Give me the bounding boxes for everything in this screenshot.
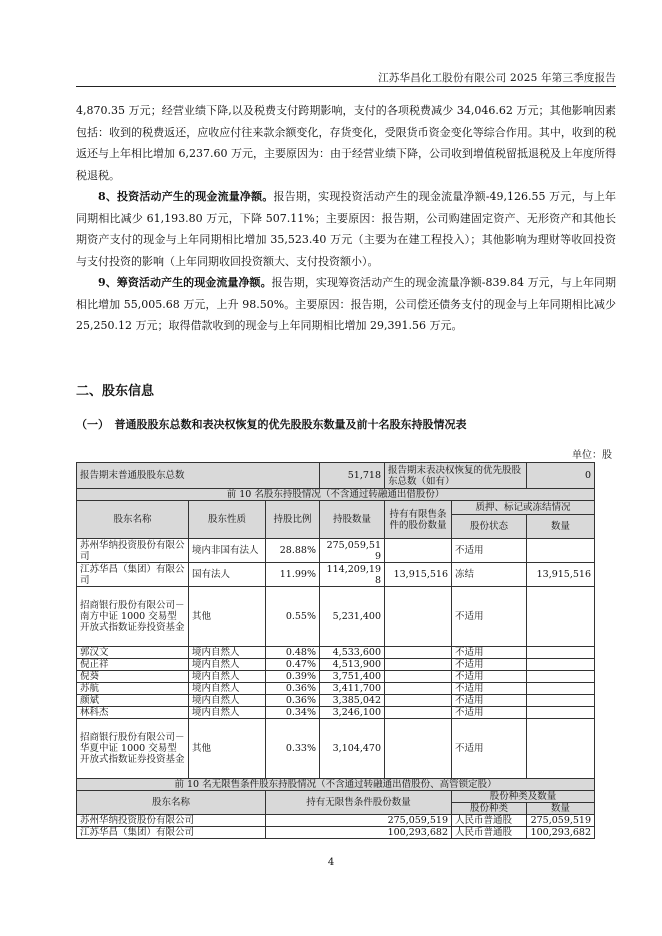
shareholder-nature: 国有法人: [189, 563, 266, 587]
summary-label-preferred: 报告期末表决权恢复的优先股股东总数（如有）: [385, 463, 527, 489]
restricted-shares: [385, 719, 452, 779]
paragraph-operating-cash: 4,870.35 万元；经营业绩下降,以及税费支付跨期影响，支付的各项税费减少 34,046.62 万元；其他影响因素包括：收到的税费返还，应收应付往来款余额变化，存货变化，受限货币资金变化等综合作用。其中，收到的税返还与上年相比增加 6,237.60 万元，主要原因为：由于经营业绩下降，公司收到增值税留抵退税及上年度所得税退税。: [76, 104, 616, 182]
table-row: [77, 563, 595, 587]
shareholder-name: 苏州华纳投资股份有限公司: [77, 539, 189, 563]
col-header-nature: 股东性质: [189, 501, 266, 539]
shareholding-quantity: 5,231,400: [320, 587, 385, 647]
table-row: [77, 671, 595, 683]
restricted-shares: [385, 671, 452, 683]
shareholder-nature: 境内自然人: [189, 659, 266, 671]
top10-title: 前 10 名股东持股情况（不含通过转融通出借股份）: [77, 489, 595, 501]
header-rule: [76, 86, 616, 87]
shareholding-ratio: 0.34%: [266, 707, 320, 719]
shareholder-nature: 其他: [189, 719, 266, 779]
table-row: [77, 707, 595, 719]
body-text: [76, 100, 616, 337]
unrestricted-share-kind: 人民币普通股: [452, 827, 527, 839]
shareholder-name: 林科杰: [77, 707, 189, 719]
col-header-ratio: 持股比例: [266, 501, 320, 539]
page-number: 4: [327, 857, 335, 868]
shareholder-table: [76, 462, 595, 839]
shareholder-name: 招商银行股份有限公司－南方中证 1000 交易型开放式指数证券投资基金: [77, 587, 189, 647]
unrestricted-title-row: [77, 779, 595, 791]
shareholding-ratio: 0.55%: [266, 587, 320, 647]
pledge-quantity: [527, 695, 595, 707]
shareholding-ratio: 0.47%: [266, 659, 320, 671]
restricted-shares: [385, 707, 452, 719]
restricted-shares: [385, 683, 452, 695]
share-status: 不适用: [452, 647, 527, 659]
shareholder-nature: 境内自然人: [189, 695, 266, 707]
restricted-shares: [385, 647, 452, 659]
top10-title-row: [77, 489, 595, 501]
shareholding-ratio: 28.88%: [266, 539, 320, 563]
summary-value-preferred: 0: [527, 463, 595, 489]
col-header-qty: 持股数量: [320, 501, 385, 539]
unrestricted-row: [77, 815, 595, 827]
restricted-shares: [385, 539, 452, 563]
pledge-quantity: 13,915,516: [527, 563, 595, 587]
shareholding-quantity: 3,104,470: [320, 719, 385, 779]
subsection-heading: （一） 普通股股东总数和表决权恢复的优先股股东数量及前十名股东持股情况表: [76, 418, 467, 431]
shareholding-quantity: 3,751,400: [320, 671, 385, 683]
table-row: [77, 695, 595, 707]
shareholding-ratio: 0.39%: [266, 671, 320, 683]
unrestricted-header-kind: 股份种类: [452, 803, 527, 815]
shareholding-ratio: 0.33%: [266, 719, 320, 779]
shareholder-nature: 境内自然人: [189, 707, 266, 719]
pledge-quantity: [527, 647, 595, 659]
share-status: 不适用: [452, 539, 527, 563]
section-heading: 二、股东信息: [76, 384, 155, 399]
shareholding-ratio: 11.99%: [266, 563, 320, 587]
shareholding-quantity: 275,059,519: [320, 539, 385, 563]
pledge-quantity: [527, 587, 595, 647]
share-status: 冻结: [452, 563, 527, 587]
table-row: [77, 659, 595, 671]
shareholder-name: 倪葵: [77, 671, 189, 683]
shareholder-name: 招商银行股份有限公司－华夏中证 1000 交易型开放式指数证券投资基金: [77, 719, 189, 779]
shareholding-quantity: 4,513,900: [320, 659, 385, 671]
summary-row: [77, 463, 595, 489]
shareholder-nature: 境内非国有法人: [189, 539, 266, 563]
unrestricted-header-qty: 持有无限售条件股份数量: [266, 791, 452, 815]
unrestricted-row: [77, 827, 595, 839]
unrestricted-header-kind-qty: 数量: [527, 803, 595, 815]
shareholding-ratio: 0.36%: [266, 695, 320, 707]
shareholder-name: 江苏华昌（集团）有限公司: [77, 563, 189, 587]
shareholder-name: 颜斌: [77, 695, 189, 707]
share-status: 不适用: [452, 683, 527, 695]
unrestricted-share-kind: 人民币普通股: [452, 815, 527, 827]
unrestricted-quantity: 275,059,519: [266, 815, 452, 827]
shareholding-quantity: 3,385,042: [320, 695, 385, 707]
col-header-restricted: 持有有限售条件的股份数量: [385, 501, 452, 539]
unrestricted-holder-name: 江苏华昌（集团）有限公司: [77, 827, 266, 839]
paragraph-investing-body: 报告期，实现投资活动产生的现金流量净额-49,126.55 万元，与上年同期相比减少 61,193.80 万元，下降 507.11%；主要原因：报告期，公司购建固定资产、无形资产和其他长期资产支付的现金与上年同期相比增加 35,523.40 万元（主要为在建工程投入）；其他影响为理财等收回投资与支付投资的影响（上年同期收回投资额大、支付投资额小）。: [76, 190, 617, 268]
unrestricted-holder-name: 苏州华纳投资股份有限公司: [77, 815, 266, 827]
table-row: [77, 587, 595, 647]
paragraph-investing-cash: [76, 186, 616, 272]
shareholding-quantity: 114,209,198: [320, 563, 385, 587]
restricted-shares: [385, 587, 452, 647]
paragraph-financing-body: 报告期，实现筹资活动产生的现金流量净额-839.84 万元，与上年同期相比增加 55,005.68 万元，上升 98.50%。主要原因：报告期，公司偿还债务支付的现金与上年同期相比减少 25,250.12 万元；取得借款收到的现金与上年同期相比增加 29,391.56 万元。: [76, 276, 616, 332]
unrestricted-quantity: 100,293,682: [266, 827, 452, 839]
shareholder-name: 倪正祥: [77, 659, 189, 671]
shareholder-table-body: [77, 463, 595, 839]
shareholder-nature: 境内自然人: [189, 671, 266, 683]
table-row: [77, 683, 595, 695]
share-status: 不适用: [452, 659, 527, 671]
unit-label: 单位：股: [572, 450, 612, 461]
col-header-name: 股东名称: [77, 501, 189, 539]
unrestricted-header-kind-group: 股份种类及数量: [452, 791, 595, 803]
shareholding-quantity: 4,533,600: [320, 647, 385, 659]
table-row: [77, 647, 595, 659]
paragraph-financing-cash: [76, 272, 616, 337]
unrestricted-header-row-1: [77, 791, 595, 803]
col-header-pledge-qty: 数量: [527, 515, 595, 539]
restricted-shares: [385, 695, 452, 707]
shareholding-quantity: 3,411,700: [320, 683, 385, 695]
table-row: [77, 539, 595, 563]
share-status: 不适用: [452, 719, 527, 779]
pledge-quantity: [527, 659, 595, 671]
unrestricted-header-name: 股东名称: [77, 791, 266, 815]
paragraph-investing-title: 8、投资活动产生的现金流量净额。: [98, 190, 274, 203]
share-status: 不适用: [452, 671, 527, 683]
share-status: 不适用: [452, 707, 527, 719]
restricted-shares: 13,915,516: [385, 563, 452, 587]
shareholder-nature: 境内自然人: [189, 647, 266, 659]
share-status: 不适用: [452, 587, 527, 647]
shareholder-nature: 其他: [189, 587, 266, 647]
paragraph-financing-title: 9、筹资活动产生的现金流量净额。: [98, 276, 272, 289]
shareholding-ratio: 0.36%: [266, 683, 320, 695]
summary-label-common: 报告期末普通股股东总数: [77, 463, 320, 489]
header-row-1: [77, 501, 595, 515]
unrestricted-share-kind-quantity: 100,293,682: [527, 827, 595, 839]
unrestricted-share-kind-quantity: 275,059,519: [527, 815, 595, 827]
pledge-quantity: [527, 683, 595, 695]
shareholder-name: 苏航: [77, 683, 189, 695]
table-row: [77, 719, 595, 779]
unrestricted-title: 前 10 名无限售条件股东持股情况（不含通过转融通出借股份、高管锁定股）: [77, 779, 595, 791]
shareholding-ratio: 0.48%: [266, 647, 320, 659]
pledge-quantity: [527, 707, 595, 719]
pledge-quantity: [527, 719, 595, 779]
pledge-quantity: [527, 671, 595, 683]
shareholding-quantity: 3,246,100: [320, 707, 385, 719]
restricted-shares: [385, 659, 452, 671]
col-header-status: 股份状态: [452, 515, 527, 539]
col-header-pledge: 质押、标记或冻结情况: [452, 501, 595, 515]
page-header: 江苏华昌化工股份有限公司 2025 年第三季度报告: [378, 72, 616, 84]
shareholder-name: 郭汉文: [77, 647, 189, 659]
shareholder-nature: 境内自然人: [189, 683, 266, 695]
pledge-quantity: [527, 539, 595, 563]
share-status: 不适用: [452, 695, 527, 707]
summary-value-common: 51,718: [320, 463, 385, 489]
